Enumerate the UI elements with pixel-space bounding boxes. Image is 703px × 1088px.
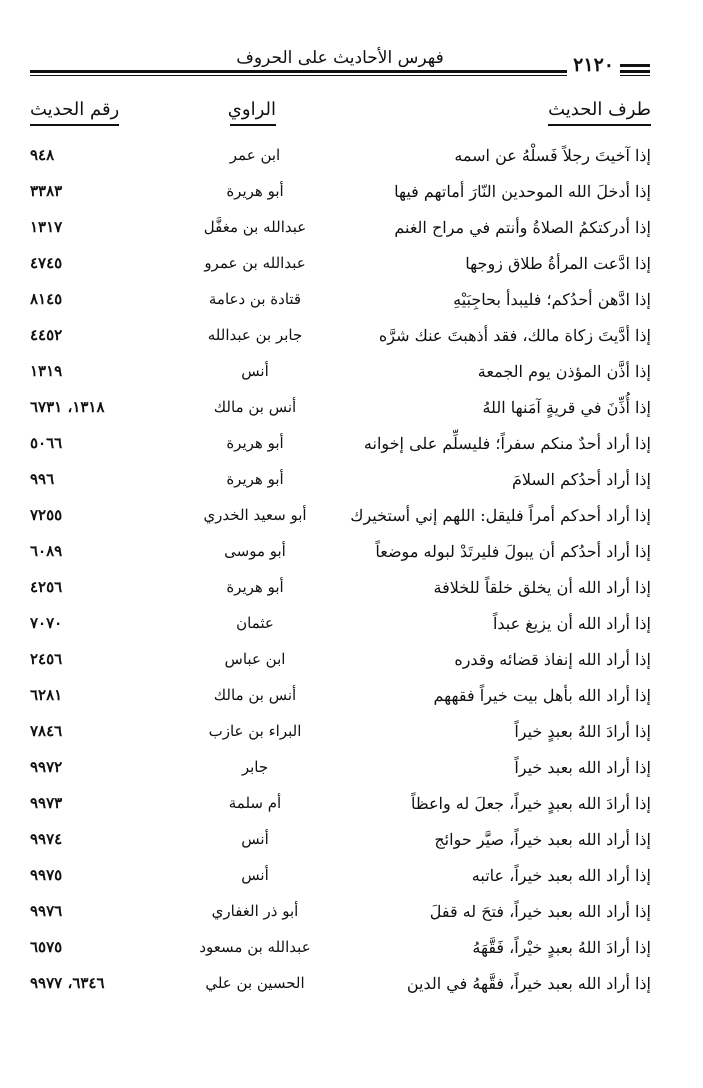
hadith-number: ٨١٤٥ <box>30 290 63 308</box>
table-row <box>0 358 703 392</box>
narrator: الحسين بن علي <box>205 974 305 992</box>
narrator: أبو هريرة <box>226 578 284 596</box>
hadith-text: إذا أراد الله بعبد خيراً <box>514 758 651 777</box>
running-header <box>30 46 650 76</box>
hadith-number: ٩٩٧٥ <box>30 866 63 884</box>
header-title: فهرس الأحاديث على الحروف <box>236 48 444 68</box>
table-row <box>0 646 703 680</box>
narrator: أبو موسى <box>224 542 286 560</box>
column-headers <box>0 98 703 132</box>
hadith-number: ١٣١٩ <box>30 362 63 380</box>
hadith-number: ٦٥٧٥ <box>30 938 63 956</box>
narrator: قتادة بن دعامة <box>208 290 302 308</box>
table-row <box>0 214 703 248</box>
hadith-text: إذا أراد الله إنفاذ قضائه وقدره <box>454 650 651 669</box>
hadith-text: إذا ادَّهن أحدُكم؛ فليبدأ بحاجِبَيْهِ <box>453 290 651 309</box>
narrator: جابر <box>241 758 269 776</box>
narrator: عبدالله بن عمرو <box>204 254 306 272</box>
table-row <box>0 862 703 896</box>
hadith-number: ٩٩٧٤ <box>30 830 63 848</box>
hadith-number: ٤٢٥٦ <box>30 578 63 596</box>
hadith-text: إذا أدركتكمُ الصلاةُ وأنتم في مراح الغنم <box>394 218 651 237</box>
table-row <box>0 430 703 464</box>
table-row <box>0 286 703 320</box>
hadith-text: إذا أراد الله بعبد خيراً، صيَّر حوائج <box>434 830 651 849</box>
table-row <box>0 682 703 716</box>
narrator: أم سلمة <box>228 794 282 812</box>
hadith-number: ٧٠٧٠ <box>30 614 63 632</box>
hadith-number: ٩٩٧٢ <box>30 758 63 776</box>
table-row <box>0 394 703 428</box>
hadith-text: إذا آخيتَ رجلاً فَسلْهُ عن اسمه <box>454 146 651 165</box>
header-rule-thin <box>30 75 650 76</box>
hadith-text: إذا أُذِّنَ في قريةٍ آمَنها اللهُ <box>482 398 651 417</box>
table-row <box>0 754 703 788</box>
hadith-text: إذا أرادَ الله بعبدٍ خيراً، جعلَ له واعظاً <box>410 794 651 813</box>
hadith-number: ٦٣٤٦، ٩٩٧٧ <box>30 974 105 992</box>
narrator: أبو هريرة <box>226 434 284 452</box>
narrator: ابن عباس <box>224 650 286 668</box>
column-header-text: طرف الحديث <box>548 98 651 126</box>
table-row <box>0 826 703 860</box>
hadith-text: إذا ادَّعت المرأةُ طلاق زوجها <box>465 254 651 273</box>
table-row <box>0 250 703 284</box>
table-row <box>0 970 703 1004</box>
narrator: عثمان <box>236 614 274 632</box>
narrator: أنس بن مالك <box>213 398 297 416</box>
hadith-text: إذا أراد الله بعبد خيراً، عاتبه <box>471 866 651 885</box>
hadith-number: ٤٧٤٥ <box>30 254 63 272</box>
hadith-text: إذا أرادَ اللهُ بعبدٍ خيْراً، فَقَّهَهُ <box>472 938 651 957</box>
hadith-text: إذا أراد أحدُكم أن يبولَ فليرتَدْ لبوله موضعاً <box>375 542 651 561</box>
hadith-number: ٥٠٦٦ <box>30 434 63 452</box>
table-row <box>0 178 703 212</box>
narrator: أبو سعيد الخدري <box>203 506 307 524</box>
hadith-number: ٧٢٥٥ <box>30 506 63 524</box>
narrator: أبو هريرة <box>226 182 284 200</box>
hadith-text: إذا أذَّن المؤذن يوم الجمعة <box>477 362 651 381</box>
hadith-text: إذا أراد أحدٌ منكم سفراً؛ فليسلِّم على إخوانه <box>363 434 651 453</box>
hadith-number: ٧٨٤٦ <box>30 722 63 740</box>
narrator: أنس بن مالك <box>213 686 297 704</box>
hadith-text: إذا أراد الله بعبد خيراً، فقَّههُ في الدين <box>406 974 651 993</box>
hadith-number: ٢٤٥٦ <box>30 650 63 668</box>
table-row <box>0 538 703 572</box>
table-row <box>0 610 703 644</box>
table-row <box>0 142 703 176</box>
table-row <box>0 466 703 500</box>
hadith-number: ٦٢٨١ <box>30 686 63 704</box>
header-rule-thick <box>30 70 650 73</box>
hadith-text: إذا أدَّيتَ زكاة مالك، فقد أذهبتَ عنك شرَّه <box>378 326 651 345</box>
hadith-number: ٩٩٦ <box>30 470 55 488</box>
hadith-text: إذا أراد الله أن يزيغ عبداً <box>492 614 651 633</box>
column-header-number: رقم الحديث <box>30 98 119 126</box>
narrator: أنس <box>241 362 269 380</box>
hadith-text: إذا أراد الله أن يخلق خلقاً للخلافة <box>433 578 651 597</box>
narrator: جابر بن عبدالله <box>207 326 303 344</box>
hadith-text: إذا أراد الله بأهل بيت خيراً فقههم <box>433 686 651 705</box>
hadith-number: ١٣١٨، ٦٧٣١ <box>30 398 105 416</box>
narrator: أنس <box>241 830 269 848</box>
table-row <box>0 322 703 356</box>
hadith-text: إذا أراد الله بعبد خيراً، فتحَ له قفلَ <box>429 902 651 921</box>
table-row <box>0 502 703 536</box>
column-header-narrator: الراوي <box>230 98 276 126</box>
hadith-text: إذا أدخلَ الله الموحدين النّارَ أماتهم فيها <box>394 182 651 201</box>
table-row <box>0 934 703 968</box>
narrator: أبو ذر الغفاري <box>211 902 299 920</box>
hadith-text: إذا أراد أحدكم أمراً فليقل: اللهم إني أستخيرك <box>350 506 651 525</box>
narrator: أنس <box>241 866 269 884</box>
hadith-number: ٩٩٧٦ <box>30 902 63 920</box>
narrator: ابن عمر <box>229 146 281 164</box>
narrator: البراء بن عازب <box>208 722 302 740</box>
hadith-number: ١٣١٧ <box>30 218 63 236</box>
table-row <box>0 790 703 824</box>
table-row <box>0 574 703 608</box>
narrator: عبدالله بن مسعود <box>199 938 311 956</box>
hadith-number: ٦٠٨٩ <box>30 542 63 560</box>
hadith-number: ٩٩٧٣ <box>30 794 63 812</box>
narrator: أبو هريرة <box>226 470 284 488</box>
page-number: ٢١٢٠ <box>567 54 620 76</box>
narrator: عبدالله بن مغفَّل <box>203 218 307 236</box>
hadith-number: ٣٣٨٣ <box>30 182 63 200</box>
table-row <box>0 718 703 752</box>
hadith-text: إذا أراد أحدُكم السلامَ <box>511 470 651 489</box>
hadith-number: ٩٤٨ <box>30 146 55 164</box>
table-row <box>0 898 703 932</box>
hadith-text: إذا أرادَ اللهُ بعبدٍ خيراً <box>514 722 651 741</box>
hadith-number: ٤٤٥٢ <box>30 326 63 344</box>
